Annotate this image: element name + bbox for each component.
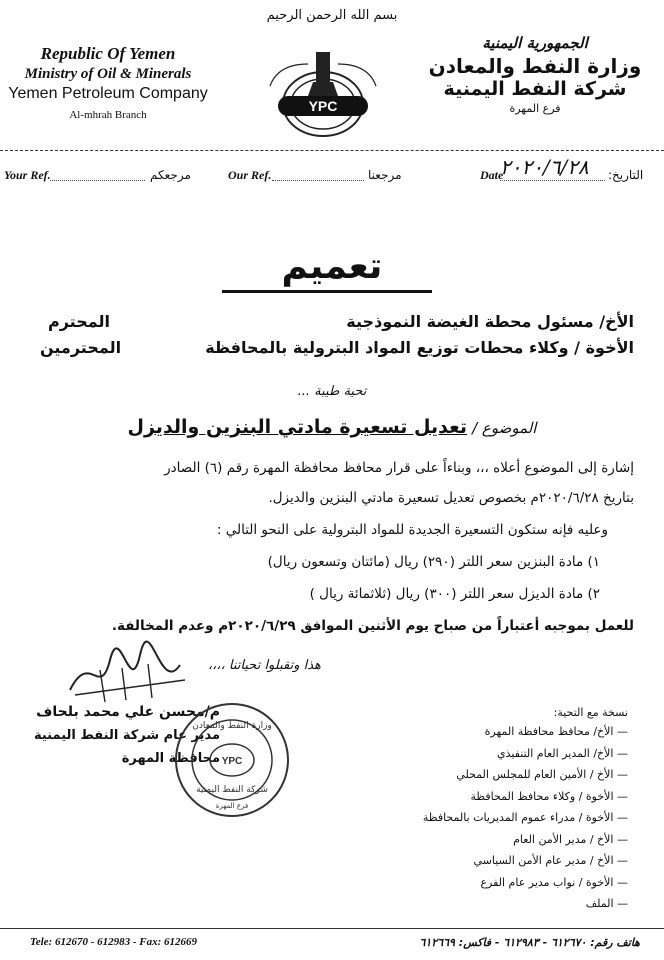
stamp-branch-text: فرع المهرة	[215, 802, 249, 810]
signatory-region: محافظة المهرة	[121, 751, 220, 766]
our-ref-label: Our Ref.	[228, 168, 272, 182]
header-divider	[0, 150, 664, 151]
cc-item: — الأخ/ محافظ محافظة المهرة	[484, 725, 628, 738]
cc-item-text: الأخ / مدير عام الأمن السياسي	[473, 854, 614, 867]
cc-item-text: الأخ/ المدير العام التنفيذي	[497, 746, 614, 760]
footer-contact-ar: هاتف رقم: ٦١٢٦٧٠ - ٦١٢٩٨٣ - فاكس: ٦١٢٦٦٩	[419, 936, 640, 949]
body-line-2: بتاريخ ٢٠٢٠/٦/٢٨م بخصوص تعديل تسعيرة مادتي البنزين والديزل.	[268, 490, 634, 506]
body-line-3: وعليه فإنه ستكون التسعيرة الجديدة للمواد البترولية على النحو التالي :	[216, 522, 608, 538]
greeting: تحية طيبة ...	[297, 384, 367, 399]
our-ref-line	[272, 180, 364, 181]
cc-item-text: الملف	[585, 897, 614, 910]
body-line-1: إشارة إلى الموضوع أعلاه ،،، وبناءاً على قرار محافظ محافظة المهرة رقم (٦) الصادر	[164, 460, 634, 476]
cc-heading: نسخة مع التحية:	[553, 706, 628, 719]
company-ar: شركة النفط اليمنية	[443, 78, 627, 100]
cc-item: — الملف	[585, 897, 628, 910]
stamp-center-text: YPC	[221, 756, 243, 767]
cc-item-text: الأخوة / وكلاء محافظ المحافظة	[470, 789, 614, 803]
your-ref-label-ar: مرجعكم	[150, 168, 191, 182]
cc-item: — الأخوة / وكلاء محافظ المحافظة	[470, 789, 628, 803]
letterhead-english	[8, 44, 208, 121]
cc-item: — الأخ/ المدير العام التنفيذي	[497, 746, 628, 760]
signature-icon	[60, 640, 190, 710]
addressee-2-honorific: المحترمين	[40, 338, 122, 357]
stamp-bottom-text: شركة النفط اليمنية	[196, 785, 268, 795]
cc-item: — الأخ / مدير الأمن العام	[513, 832, 628, 846]
letterhead-arabic	[420, 34, 650, 115]
company-logo	[258, 34, 388, 144]
date-label-ar: التاريخ:	[608, 168, 644, 182]
country-en: Republic Of Yemen	[40, 44, 176, 63]
country-ar: الجمهورية اليمنية	[482, 34, 588, 52]
company-en: Yemen Petroleum Company	[8, 85, 208, 102]
title-underline	[222, 290, 432, 293]
your-ref-label: Your Ref.	[4, 168, 51, 182]
branch-en: Al-mhrah Branch	[69, 109, 147, 121]
cc-block	[388, 706, 628, 919]
document-title: تعميم	[281, 246, 383, 287]
footer-contact-en: Tele: 612670 - 612983 - Fax: 612669	[30, 936, 198, 948]
ypc-logo-icon	[258, 34, 388, 144]
stamp-top-text: وزارة النفط والمعادن	[192, 721, 272, 731]
subject-label: الموضوع /	[472, 419, 537, 437]
cc-item: — الأخوة / نواب مدير عام الفرع	[480, 875, 628, 889]
addressee-1: الأخ/ مسئول محطة الغيضة النموذجية	[346, 312, 634, 331]
signatory-title: مدير عام شركة النفط اليمنية	[33, 728, 220, 743]
logo-text: YPC	[308, 98, 338, 114]
closing: هذا وتقبلوا تحياتنا ،،،،	[208, 658, 321, 673]
basmala: بسم الله الرحمن الرحيم	[266, 8, 398, 23]
signature	[60, 640, 190, 710]
cc-item-text: الأخ/ محافظ محافظة المهرة	[484, 725, 614, 738]
branch-ar: فرع المهرة	[509, 102, 561, 115]
price-item-petrol: ١) مادة البنزين سعر اللتر (٢٩٠) ريال (مائتان وتسعون ريال)	[267, 554, 600, 570]
date-line	[500, 180, 605, 181]
signatory-name: م/محسن علي محمد بلحاف	[36, 704, 220, 720]
subject-line	[0, 416, 664, 438]
addressee-1-honorific: المحترم	[48, 312, 110, 331]
addressee-2: الأخوة / وكلاء محطات توزيع المواد البترولية بالمحافظة	[205, 338, 634, 357]
cc-item-text: الأخوة / مدراء عموم المديريات بالمحافظة	[422, 811, 614, 824]
our-ref-label-ar: مرجعنا	[368, 168, 402, 182]
subject-text: تعديل تسعيرة مادتي البنزين والديزل	[127, 416, 467, 438]
cc-item-text: الأخ / مدير الأمن العام	[513, 832, 614, 846]
body-line-effective: للعمل بموجبه أعتباراً من صباح يوم الأثنين الموافق ٢٠٢٠/٦/٢٩م وعدم المخالفة.	[111, 618, 634, 634]
ministry-ar: وزارة النفط والمعادن	[428, 54, 642, 78]
ministry-en: Ministry of Oil & Minerals	[24, 66, 192, 82]
official-stamp	[172, 700, 292, 820]
cc-item: — الأخ / مدير عام الأمن السياسي	[473, 854, 628, 867]
cc-item-text: الأخ / الأمين العام للمجلس المحلي	[456, 768, 614, 781]
price-item-diesel: ٢) مادة الديزل سعر اللتر (٣٠٠) ريال (ثلاثمائة ريال )	[309, 586, 600, 602]
cc-item-text: الأخوة / نواب مدير عام الفرع	[480, 875, 614, 889]
your-ref-line	[50, 180, 145, 181]
date-label: Date	[480, 168, 504, 182]
stamp-icon	[172, 700, 292, 820]
cc-item: — الأخ / الأمين العام للمجلس المحلي	[456, 768, 628, 781]
cc-item: — الأخوة / مدراء عموم المديريات بالمحافظة	[422, 811, 628, 824]
date-value: ٢٠٢٠/٦/٢٨	[500, 155, 589, 179]
footer-divider	[0, 928, 664, 929]
